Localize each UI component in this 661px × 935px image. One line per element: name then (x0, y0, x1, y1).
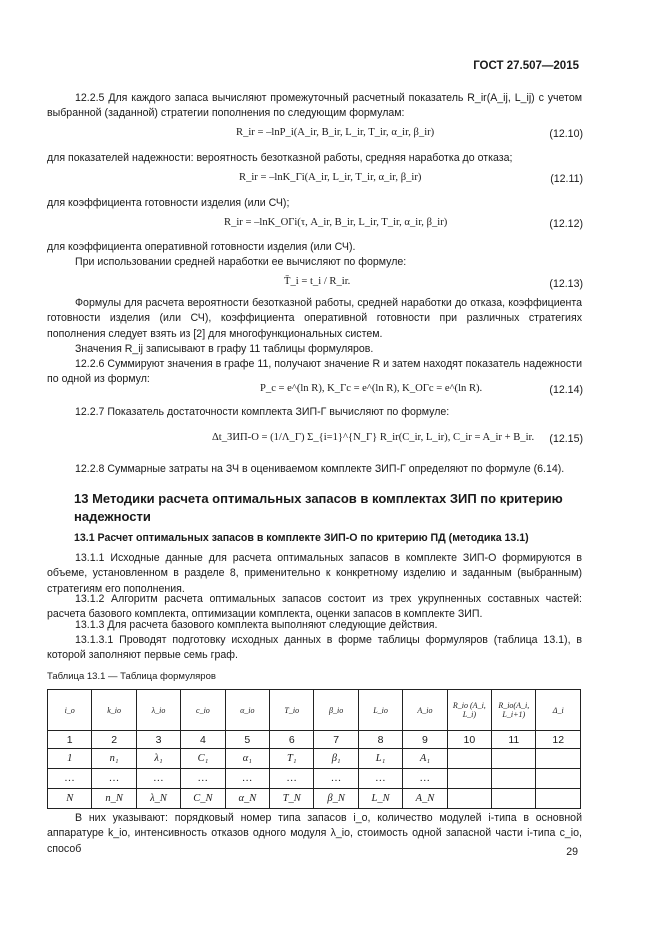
table-cell: A_N (403, 789, 447, 809)
table-cell: A₁ (403, 749, 447, 769)
table-cell: … (181, 769, 225, 789)
equation-number-12-14: (12.14) (549, 384, 583, 396)
equation-number-12-15: (12.15) (549, 433, 583, 445)
column-number-cell: 10 (447, 731, 491, 749)
paragraph-after-12-12: для коэффициента оперативной готовности изделия (или СЧ). (47, 241, 356, 253)
header-cell: R_io (A_i, L_i) (447, 690, 491, 731)
header-cell: c_io (181, 690, 225, 731)
formula-12-11: R_ir = –lnK_Γi(A_ir, L_ir, T_ir, α_ir, β_ir) (239, 172, 422, 183)
paragraph-13-1-3: 13.1.3 Для расчета базового комплекта выполняют следующие действия. (75, 619, 438, 631)
paragraph-13-1-3-1: 13.1.3.1 Проводят подготовку исходных данных в форме таблицы формуляров (таблица 13.1), в которой заполняют первые семь граф. (47, 634, 582, 662)
header-cell: k_io (92, 690, 136, 731)
table-cell: … (225, 769, 269, 789)
formular-table (47, 689, 581, 809)
table-cell (492, 769, 536, 789)
paragraph-values: Значения R_ij записывают в графу 11 таблицы формуляров. (75, 343, 374, 355)
equation-number-12-13: (12.13) (549, 278, 583, 290)
table-cell: T_N (270, 789, 314, 809)
header-cell: R_io(A_i, L_i+1) (492, 690, 536, 731)
table-cell: C_N (181, 789, 225, 809)
table-row (48, 769, 581, 789)
table-cell: α₁ (225, 749, 269, 769)
formula-12-13: T̄_i = t_i / R_ir. (284, 276, 351, 287)
table-cell: λ₁ (136, 749, 180, 769)
table-cell: … (48, 769, 92, 789)
header-cell: Δ_i (536, 690, 581, 731)
table-cell: T₁ (270, 749, 314, 769)
table-cell (447, 749, 491, 769)
formula-12-14: P_с = e^(ln R), K_Γс = e^(ln R), K_ОГс = e^(ln R). (260, 383, 483, 394)
table-cell: … (403, 769, 447, 789)
formula-12-10: R_ir = –lnP_i(A_ir, B_ir, L_ir, T_ir, α_ir, β_ir) (236, 127, 435, 138)
table-column-numbers-row (48, 731, 581, 749)
table-cell: n₁ (92, 749, 136, 769)
column-number-cell: 2 (92, 731, 136, 749)
table-cell (492, 749, 536, 769)
column-number-cell: 11 (492, 731, 536, 749)
table-header-row (48, 690, 581, 731)
table-cell (492, 789, 536, 809)
table-cell: L₁ (358, 749, 402, 769)
page-number: 29 (566, 846, 578, 858)
table-row (48, 789, 581, 809)
table-cell: N (48, 789, 92, 809)
table-cell: λ_N (136, 789, 180, 809)
table-cell: … (92, 769, 136, 789)
paragraph-12-2-8: 12.2.8 Суммарные затраты на ЗЧ в оцениваемом комплекте ЗИП-Г определяют по формуле (6.14). (75, 463, 565, 475)
paragraph-12-2-7: 12.2.7 Показатель достаточности комплекта ЗИП-Г вычисляют по формуле: (75, 406, 450, 418)
table-cell (447, 769, 491, 789)
header-cell: A_io (403, 690, 447, 731)
table-cell (536, 769, 581, 789)
column-number-cell: 4 (181, 731, 225, 749)
paragraph-mtbf: При использовании средней наработки ее вычисляют по формуле: (75, 256, 407, 268)
column-number-cell: 8 (358, 731, 402, 749)
column-number-cell: 9 (403, 731, 447, 749)
paragraph-legend: В них указывают: порядковый номер типа запасов i_o, количество модулей i-типа в основной аппаратуре k_io, интенсивность отказов одного модуля λ_io, стоимость одной запасной части i-типа c_io, способ (47, 812, 582, 855)
section-13-1-heading: 13.1 Расчет оптимальных запасов в комплекте ЗИП-О по критерию ПД (методика 13.1) (74, 532, 529, 544)
column-number-cell: 12 (536, 731, 581, 749)
header-cell: T_io (270, 690, 314, 731)
header-cell: α_io (225, 690, 269, 731)
table-cell: β_N (314, 789, 358, 809)
column-number-cell: 5 (225, 731, 269, 749)
table-cell (536, 789, 581, 809)
paragraph-formulas: Формулы для расчета вероятности безотказной работы, средней наработки до отказа, коэффициента готовности изделия (или СЧ), коэффициента оперативной готовности при различных стратегиях пополнения следует взять из [2] для многофункциональных систем. (47, 297, 582, 340)
section-13-heading: 13 Методики расчета оптимальных запасов в комплектах ЗИП по критерию надежности (74, 491, 563, 524)
formula-12-12: R_ir = –lnK_ОГi(τ, A_ir, B_ir, L_ir, T_ir, α_ir, β_ir) (224, 217, 448, 228)
table-cell: … (136, 769, 180, 789)
table-cell (536, 749, 581, 769)
equation-number-12-10: (12.10) (549, 128, 583, 140)
header-cell: i_o (48, 690, 92, 731)
table-cell: β₁ (314, 749, 358, 769)
table-caption: Таблица 13.1 — Таблица формуляров (47, 671, 216, 682)
paragraph-13-1-1: 13.1.1 Исходные данные для расчета оптимальных запасов в комплекте ЗИП-О формируются в объеме, установленном в разделе 8, применительно к конкретному изделию и заданным (выбранным) стратегиям его пополнения. (47, 552, 582, 595)
paragraph-text: 12.2.5 Для каждого запаса вычисляют промежуточный расчетный показатель R_ir(A_ij, L_ij) с учетом выбранной (заданной) стратегии пополнения по следующим формулам: (47, 92, 582, 120)
table-cell: C₁ (181, 749, 225, 769)
column-number-cell: 1 (48, 731, 92, 749)
formula-12-15: Δt_ЗИП-О = (1/Λ_Γ) Σ_{i=1}^{N_Γ} R_ir(C_ir, L_ir), C_ir = A_ir + B_ir. (212, 432, 535, 443)
paragraph-after-12-11: для коэффициента готовности изделия (или СЧ); (47, 197, 290, 209)
table-cell (447, 789, 491, 809)
column-number-cell: 7 (314, 731, 358, 749)
table-cell: … (270, 769, 314, 789)
column-number-cell: 6 (270, 731, 314, 749)
equation-number-12-12: (12.12) (549, 218, 583, 230)
paragraph-after-12-10: для показателей надежности: вероятность безотказной работы, средняя наработка до отказа; (47, 152, 513, 164)
column-number-cell: 3 (136, 731, 180, 749)
table-cell: 1 (48, 749, 92, 769)
header-cell: λ_io (136, 690, 180, 731)
table-cell: … (314, 769, 358, 789)
equation-number-12-11: (12.11) (550, 173, 583, 185)
header-cell: β_io (314, 690, 358, 731)
table-cell: n_N (92, 789, 136, 809)
table-cell: L_N (358, 789, 402, 809)
table-row (48, 749, 581, 769)
header-cell: L_io (358, 690, 402, 731)
paragraph-12-2-5 (47, 91, 582, 122)
standard-number: ГОСТ 27.507—2015 (473, 60, 579, 72)
table-cell: … (358, 769, 402, 789)
paragraph-12-2-6: 12.2.6 Суммируют значения в графе 11, получают значение R и затем находят показатель надежности по одной из формул: (47, 358, 582, 386)
table-cell: α_N (225, 789, 269, 809)
paragraph-13-1-2: 13.1.2 Алгоритм расчета оптимальных запасов состоит из трех укрупненных составных частей: расчета базового комплекта, оптимизации комплекта, оценки запасов в комплекте ЗИП. (47, 593, 582, 621)
